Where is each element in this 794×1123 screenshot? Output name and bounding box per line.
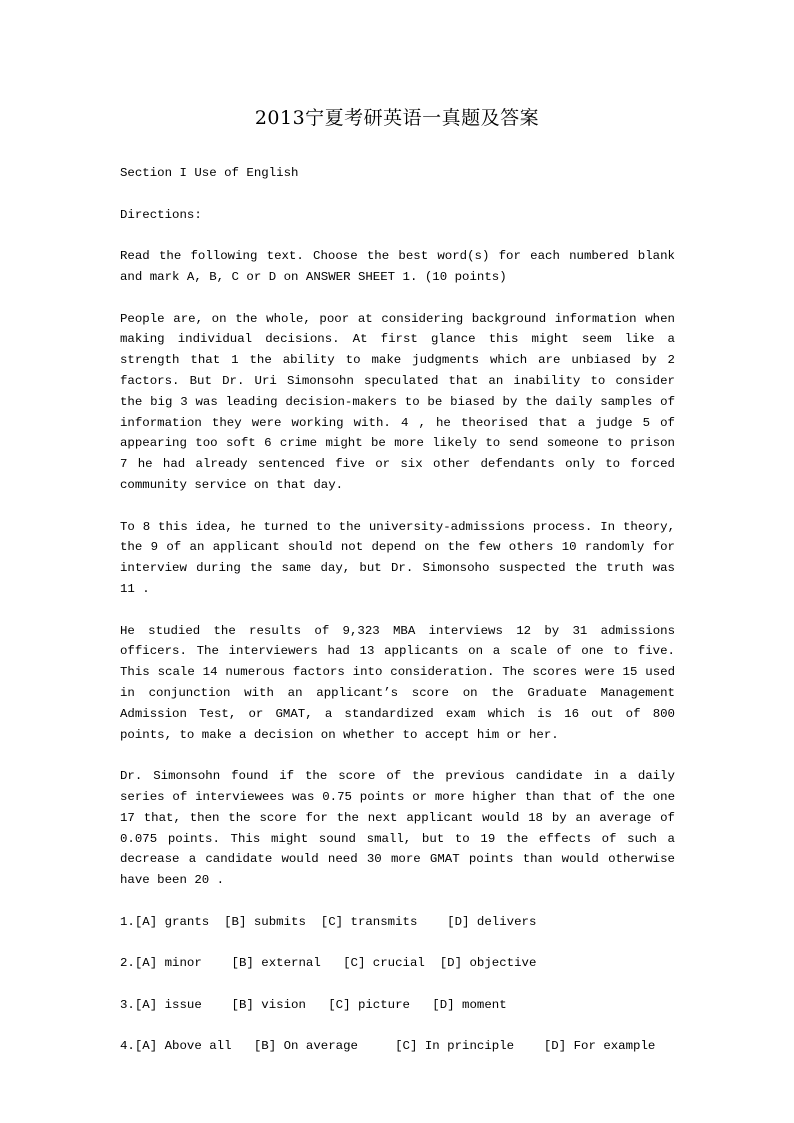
section-heading: Section I Use of English	[120, 166, 299, 180]
document-body	[120, 163, 675, 1078]
passage-paragraph-4: Dr. Simonsohn found if the score of the previous candidate in a daily series of interviewees was 0.75 points or more higher than that of the one 17 that, then the score for the next applicant would 18 by an average of 0.075 points. This might sound small, but to 19 the effects of such a decrease a candidate would need 30 more GMAT points than would otherwise have been 20 .	[120, 769, 675, 888]
question-3-options: 3.[A] issue [B] vision [C] picture [D] moment	[120, 997, 507, 1012]
passage-paragraph-3: He studied the results of 9,323 MBA interviews 12 by 31 admissions officers. The interviewers had 13 applicants on a scale of one to five. This scale 14 numerous factors into consideration. The scores were 15 used in conjunction with an applicant’s score on the Graduate Management Admission Test, or GMAT, a standardized exam which is 16 out of 800 points, to make a decision on whether to accept him or her.	[120, 623, 675, 742]
directions-text: Read the following text. Choose the best word(s) for each numbered blank and mark A, B, C or D on ANSWER SHEET 1. (10 points)	[120, 249, 675, 284]
directions-label: Directions:	[120, 207, 202, 222]
question-2-options: 2.[A] minor [B] external [C] crucial [D] objective	[120, 956, 537, 971]
passage-paragraph-2: To 8 this idea, he turned to the university-admissions process. In theory, the 9 of an applicant should not depend on the few others 10 randomly for interview during the same day, but Dr. Simonsoho suspected the truth was 11 .	[120, 519, 675, 596]
document-title: 2013宁夏考研英语一真题及答案	[254, 107, 540, 129]
question-4-options: 4.[A] Above all [B] On average [C] In principle [D] For example	[120, 1039, 656, 1054]
passage-paragraph-1: People are, on the whole, poor at considering background information when making individual decisions. At first glance this might seem like a strength that 1 the ability to make judgments which are unbiased by 2 factors. But Dr. Uri Simonsohn speculated that an inability to consider the big 3 was leading decision-makers to be biased by the daily samples of information they were working with. 4 , he theorised that a judge 5 of appearing too soft 6 crime might be more likely to send someone to prison 7 he had already sentenced five or six other defendants only to forced community service on that day.	[120, 311, 675, 492]
question-1-options: 1.[A] grants [B] submits [C] transmits [D] delivers	[120, 914, 537, 929]
